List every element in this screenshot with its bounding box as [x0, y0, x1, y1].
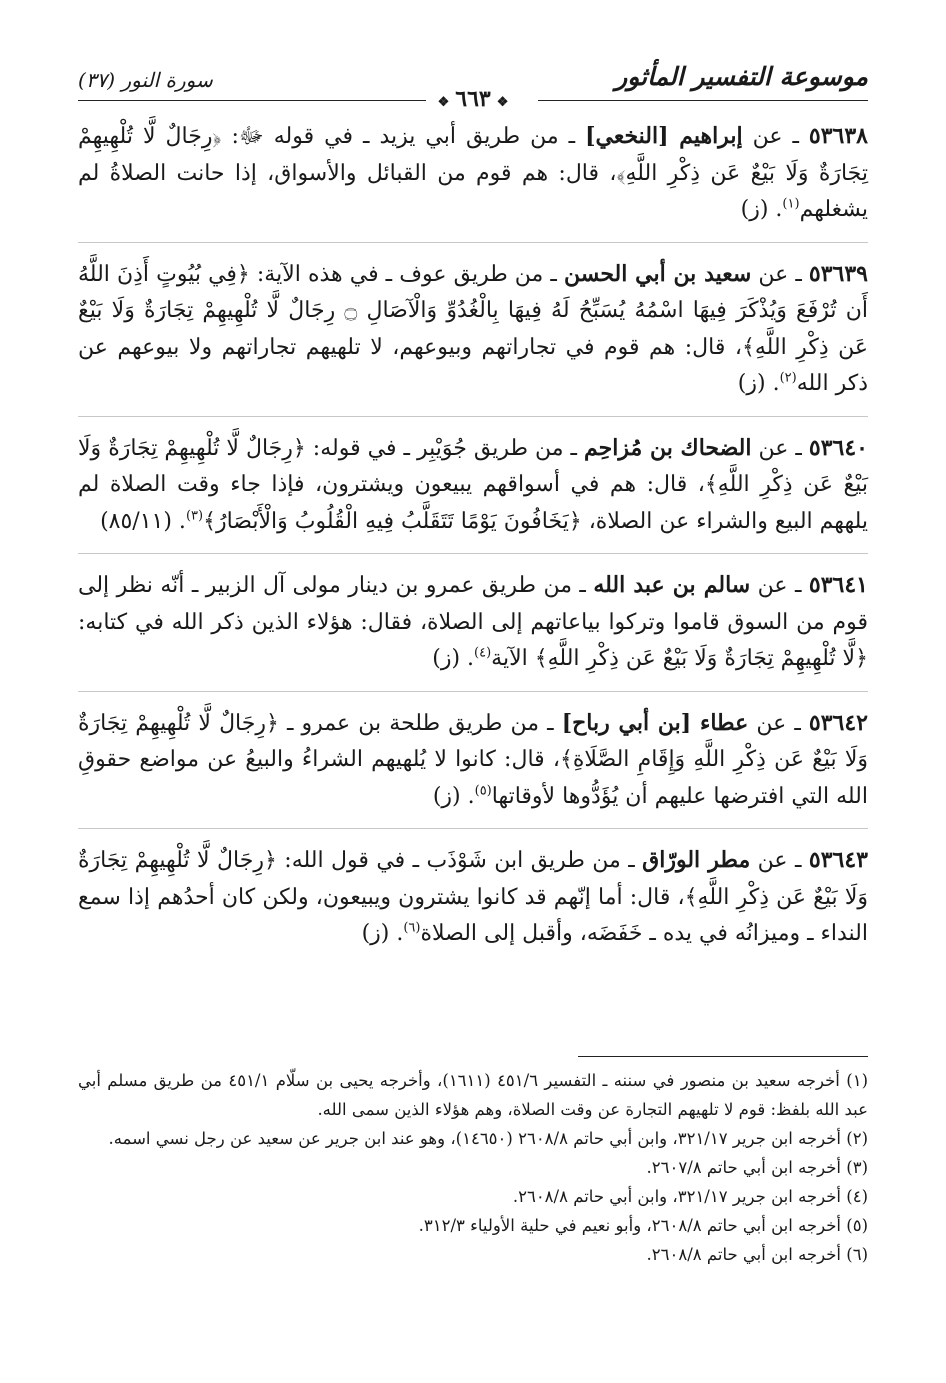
entry: ٥٣٦٤١ ـ عن سالم بن عبد الله ـ من طريق عمرو بن دينار مولى آل الزبير ـ أنّه نظر إلى قوم من السوق قاموا وتركوا بياعاتهم إلى الصلاة، فقال: هؤلاء الذين ذكر الله في كتابه: ﴿لَّا تُلْهِيهِمْ تِجَارَةٌ وَلَا بَيْعٌ عَن ذِكْرِ اللَّهِ﴾ الآية$^{(٤)}$. (ز): [78, 567, 868, 692]
narrator-name: سعيد بن أبي الحسن: [563, 260, 752, 287]
narrator-name: مطر الورّاق: [642, 847, 751, 873]
footnote-ref: (٦): [403, 920, 421, 936]
entry-text: من طريق عمرو بن دينار مولى آل الزبير ـ أنّه نظر إلى قوم من السوق قاموا وتركوا بياعاتهم إلى الصلاة، فقال: هؤلاء الذين ذكر الله في كتابه: ﴿لَّا تُلْهِيهِمْ تِجَارَةٌ وَلَا بَيْعٌ عَن ذِكْرِ اللَّهِ﴾ الآية: [78, 573, 868, 671]
entry: ٥٣٦٤٣ ـ عن مطر الورّاق ـ من طريق ابن شَوْذَب ـ في قول الله: ﴿رِجَالٌ لَّا تُلْهِيهِمْ تِجَارَةٌ وَلَا بَيْعٌ عَن ذِكْرِ اللَّهِ﴾، قال: أما إنّهم قد كانوا يشترون ويبيعون، ولكن كان أحدُهم إذا سمع النداء ـ وميزانُه في يده ـ خَفَضَه، وأقبل إلى الصلاة$^{(٦)}$. (ز): [78, 847, 868, 946]
footnote-ref: (١): [782, 196, 800, 212]
footnote-separator: [578, 1056, 868, 1057]
entry-text: من طريق ابن شَوْذَب ـ في قول الله: ﴿رِجَالٌ لَّا تُلْهِيهِمْ تِجَارَةٌ وَلَا بَيْعٌ عَن ذِكْرِ اللَّهِ﴾، قال: أما إنّهم قد كانوا يشترون ويبيعون، ولكن كان أحدُهم إذا سمع النداء ـ وميزانُه في يده ـ خَفَضَه، وأقبل إلى الصلاة: [78, 848, 868, 946]
entry-tail: . (ز): [432, 783, 475, 809]
footnote-ref: (٥): [474, 783, 492, 799]
narrator-name: سالم بن عبد الله: [593, 572, 751, 598]
entry: ٥٣٦٣٨ ـ عن إبراهيم [النخعي] ـ من طريق أبي يزيد ـ في قوله ﷻ: ﴿رِجَالٌ لَّا تُلْهِيهِمْ تِجَارَةٌ وَلَا بَيْعٌ عَن ذِكْرِ اللَّهِ﴾، قال: هم قوم من القبائل والأسواق، إذا حانت الصلاةُ لم يشغلهم$^{(١)}$. (ز): [78, 118, 868, 243]
ornament-icon: ❖: [437, 95, 450, 110]
footnote: (١) أخرجه سعيد بن منصور في سننه ـ التفسير ٤٥١/٦ (١٦١١)، وأخرجه يحيى بن سلّام ٤٥١/١ من طريق مسلم أبي عبد الله بلفظ: قوم لا تلهيهم التجارة عن وقت الصلاة، وهم هؤلاء الذين سمى الله.: [78, 1071, 868, 1119]
entry-number: ٥٣٦٤٠: [808, 434, 868, 461]
footnote-ref: (٣): [185, 508, 204, 524]
ornament-icon: ❖: [496, 95, 509, 110]
footnote-ref: (٤): [474, 645, 492, 661]
entry-number: ٥٣٦٣٨: [808, 123, 868, 149]
footnote: (٥) أخرجه ابن أبي حاتم ٢٦٠٨/٨، وأبو نعيم في حلية الأولياء ٣١٢/٣.: [418, 1216, 868, 1235]
page-number: ٦٦٣: [455, 86, 491, 112]
footnotes: [78, 1066, 868, 1269]
footnote: (٤) أخرجه ابن جرير ٣٢١/١٧، وابن أبي حاتم ٢٦٠٨/٨.: [512, 1187, 868, 1206]
page-number-block: [78, 86, 868, 112]
main-text: [78, 118, 868, 979]
footnote: (٢) أخرجه ابن جرير ٣٢١/١٧، وابن أبي حاتم ٢٦٠٨/٨ (١٤٦٥٠)، وهو عند ابن جرير عن سعيد عن رجل نسي اسمه.: [108, 1129, 868, 1148]
entry-text: من طريق عوف ـ في هذه الآية: ﴿فِي بُيُوتٍ أَذِنَ اللَّهُ أَن تُرْفَعَ وَيُذْكَرَ فِيهَا اسْمُهُ يُسَبِّحُ لَهُ فِيهَا بِالْغُدُوِّ وَالْآصَالِ ۝ رِجَالٌ لَّا تُلْهِيهِمْ تِجَارَةٌ وَلَا بَيْعٌ عَن ذِكْرِ اللَّهِ﴾، قال: هم قوم في تجاراتهم وبيوعهم، لا تلهيهم تجاراتهم ولا بيوعهم عن ذكر الله: [78, 261, 868, 396]
entry: ٥٣٦٤٢ ـ عن عطاء [بن أبي رباح] ـ من طريق طلحة بن عمرو ـ ﴿رِجَالٌ لَّا تُلْهِيهِمْ تِجَارَةٌ وَلَا بَيْعٌ عَن ذِكْرِ اللَّهِ وَإِقَامِ الصَّلَاةِ﴾، قال: كانوا لا يُلهيهم الشراءُ والبيعُ عن مواضع حقوقِ الله التي افترضها عليهم أن يُؤَدُّوها لأوقاتها$^{(٥)}$. (ز): [78, 705, 868, 830]
entry-number: ٥٣٦٣٩: [808, 260, 868, 287]
footnote: (٣) أخرجه ابن أبي حاتم ٢٦٠٧/٨.: [646, 1158, 868, 1177]
footnote-ref: (٢): [779, 370, 797, 386]
entry-number: ٥٣٦٤١: [808, 572, 868, 598]
entry-tail: . (ز): [740, 197, 783, 222]
narrator-name: إبراهيم [النخعي]: [585, 123, 743, 149]
entry-text: من طريق جُوَيْبِر ـ في قوله: ﴿رِجَالٌ لَّا تُلْهِيهِمْ تِجَارَةٌ وَلَا بَيْعٌ عَن ذِكْرِ اللَّهِ﴾، قال: هم في أسواقهم يبيعون ويشترون، فإذا جاء وقت الصلاة لم يلههم البيع والشراء عن الصلاة، ﴿يَخَافُونَ يَوْمًا تَتَقَلَّبُ فِيهِ الْقُلُوبُ وَالْأَبْصَارُ﴾: [78, 435, 868, 534]
entry: ٥٣٦٤٠ ـ عن الضحاك بن مُزاحِم ـ من طريق جُوَيْبِر ـ في قوله: ﴿رِجَالٌ لَّا تُلْهِيهِمْ تِجَارَةٌ وَلَا بَيْعٌ عَن ذِكْرِ اللَّهِ﴾، قال: هم في أسواقهم يبيعون ويشترون، فإذا جاء وقت الصلاة لم يلههم البيع والشراء عن الصلاة، ﴿يَخَافُونَ يَوْمًا تَتَقَلَّبُ فِيهِ الْقُلُوبُ وَالْأَبْصَارُ﴾$^{(٣)}$. (٨٥/١١): [78, 430, 868, 555]
narrator-name: الضحاك بن مُزاحِم: [584, 434, 752, 461]
surah-label: سورة النور (٣٧): [78, 68, 213, 92]
entry-number: ٥٣٦٤٣: [808, 847, 868, 873]
entry: ٥٣٦٣٩ ـ عن سعيد بن أبي الحسن ـ من طريق عوف ـ في هذه الآية: ﴿فِي بُيُوتٍ أَذِنَ اللَّهُ أَن تُرْفَعَ وَيُذْكَرَ فِيهَا اسْمُهُ يُسَبِّحُ لَهُ فِيهَا بِالْغُدُوِّ وَالْآصَالِ ۝ رِجَالٌ لَّا تُلْهِيهِمْ تِجَارَةٌ وَلَا بَيْعٌ عَن ذِكْرِ اللَّهِ﴾، قال: هم قوم في تجاراتهم وبيوعهم، لا تلهيهم تجاراتهم ولا بيوعهم عن ذكر الله$^{(٢)}$. (ز): [78, 256, 868, 417]
entry-number: ٥٣٦٤٢: [808, 709, 868, 736]
entry-tail: . (ز): [361, 921, 404, 946]
book-title: موسوعة التفسير المأثور: [615, 62, 868, 91]
footnote: (٦) أخرجه ابن أبي حاتم ٢٦٠٨/٨.: [646, 1245, 868, 1264]
entry-text: من طريق طلحة بن عمرو ـ ﴿رِجَالٌ لَّا تُلْهِيهِمْ تِجَارَةٌ وَلَا بَيْعٌ عَن ذِكْرِ اللَّهِ وَإِقَامِ الصَّلَاةِ﴾، قال: كانوا لا يُلهيهم الشراءُ والبيعُ عن مواضع حقوقِ الله التي افترضها عليهم أن يُؤَدُّوها لأوقاتها: [78, 710, 868, 809]
page-header: [78, 62, 868, 112]
entry-tail: . (ز): [737, 371, 780, 396]
entry-tail: . (ز): [432, 646, 475, 671]
entry-tail: . (٨٥/١١): [100, 508, 186, 534]
entry-text: من طريق أبي يزيد ـ في قوله ﷻ: ﴿رِجَالٌ لَّا تُلْهِيهِمْ تِجَارَةٌ وَلَا بَيْعٌ عَن ذِكْرِ اللَّهِ﴾، قال: هم قوم من القبائل والأسواق، إذا حانت الصلاةُ لم يشغلهم: [78, 124, 868, 222]
narrator-name: عطاء [بن أبي رباح]: [561, 709, 749, 736]
